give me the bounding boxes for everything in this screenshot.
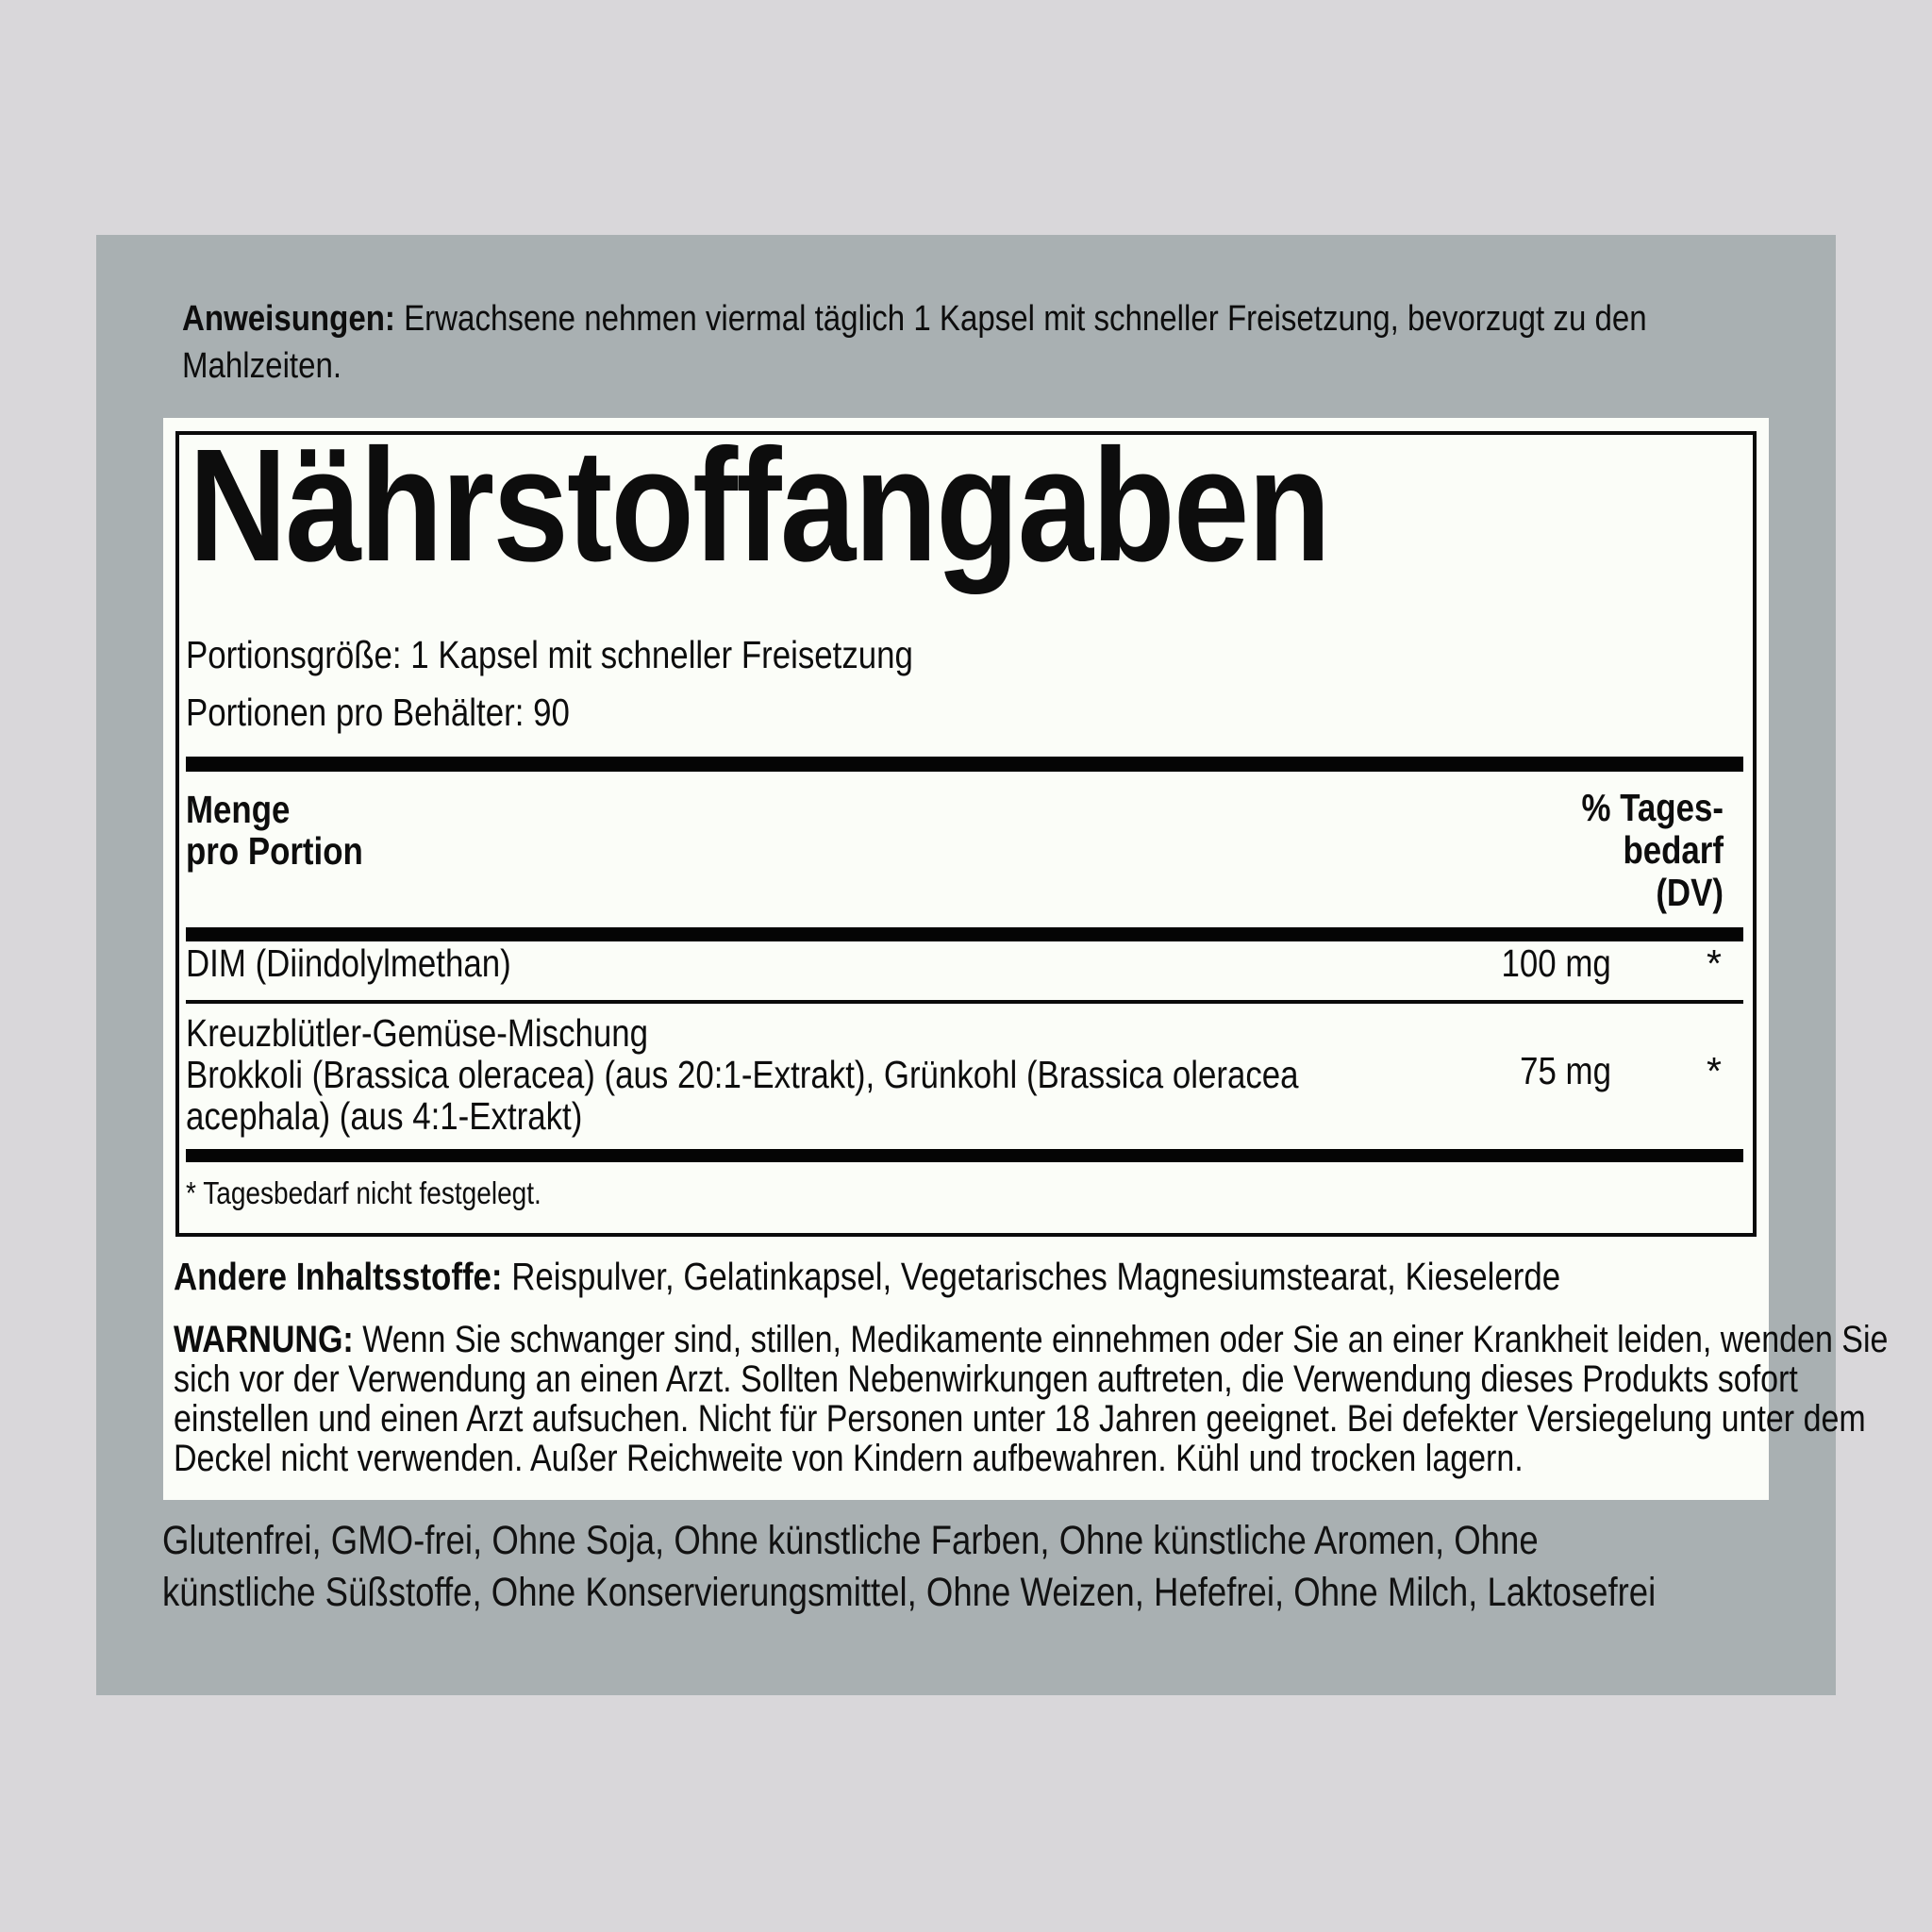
directions-text xyxy=(182,295,1866,390)
supplement-facts-box-inner xyxy=(179,416,1753,1233)
warning-text xyxy=(174,1320,1932,1478)
ingredient-row-veg-blend-amount: 75 mg xyxy=(1520,1049,1611,1092)
ingredient-row-veg-blend-name xyxy=(186,1012,1495,1137)
ingredient-row-dim-name: DIM (Diindolylmethan) xyxy=(186,941,511,985)
directions-line-2: Mahlzeiten. xyxy=(182,346,342,386)
dv-header-line-1: % Tages- xyxy=(1581,786,1724,829)
other-ingredients-lead: Andere Inhaltsstoffe: xyxy=(174,1255,503,1298)
servings-per-container: Portionen pro Behälter: 90 xyxy=(186,691,570,734)
serving-size: Portionsgröße: 1 Kapsel mit schneller Freisetzung xyxy=(186,633,913,676)
supplement-facts-card xyxy=(163,416,1889,1500)
thick-rule-bottom xyxy=(186,1149,1743,1162)
dv-header-line-2: bedarf xyxy=(1623,828,1724,872)
warning-line-1-rest: Wenn Sie schwanger sind, stillen, Medikamente einnehmen oder Sie an einer Krankheit leiden, wenden Sie xyxy=(362,1319,1889,1360)
ingredient-row-dim-amount: 100 mg xyxy=(1501,941,1611,985)
free-from-text xyxy=(162,1515,1920,1619)
other-ingredients-text xyxy=(174,1253,1806,1300)
other-ingredients-rest: Reispulver, Gelatinkapsel, Vegetarisches Magnesiumstearat, Kieselerde xyxy=(511,1255,1561,1298)
directions-line-1-rest: Erwachsene nehmen viermal täglich 1 Kapsel mit schneller Freisetzung, bevorzugt zu den xyxy=(404,299,1647,339)
amount-header-line-2: pro Portion xyxy=(186,829,363,873)
ingredient-row-dim-dv: * xyxy=(1707,941,1722,985)
serving-info xyxy=(186,626,1041,741)
supplement-facts-box xyxy=(175,416,1757,1237)
amount-per-serving-header xyxy=(186,789,394,872)
warning-line-2: sich vor der Verwendung an einen Arzt. Sollten Nebenwirkungen auftreten, die Verwendung dieses Produkts sofort xyxy=(174,1358,1798,1400)
free-from-line-2: künstliche Süßstoffe, Ohne Konservierungsmittel, Ohne Weizen, Hefefrei, Ohne Milch, Laktosefrei xyxy=(162,1570,1657,1615)
dv-header-line-3: (DV) xyxy=(1656,871,1724,914)
directions-lead: Anweisungen: xyxy=(182,299,395,339)
thin-row-divider xyxy=(186,1000,1743,1004)
facts-title: Nährstoffangaben xyxy=(189,416,1330,595)
directions-line-1 xyxy=(182,295,1647,342)
ingredient-row-veg-blend-dv: * xyxy=(1707,1049,1722,1092)
veg-blend-name-line-1: Kreuzblütler-Gemüse-Mischung xyxy=(186,1011,649,1055)
veg-blend-name-line-3: acephala) (aus 4:1-Extrakt) xyxy=(186,1094,583,1138)
dv-footnote: * Tagesbedarf nicht festgelegt. xyxy=(186,1175,541,1210)
warning-line-4: Deckel nicht verwenden. Außer Reichweite von Kindern aufbewahren. Kühl und trocken lagern. xyxy=(174,1438,1524,1479)
warning-line-3: einstellen und einen Arzt aufsuchen. Nicht für Personen unter 18 Jahren geeignet. Bei defekter Versiegelung unter dem xyxy=(174,1398,1866,1440)
amount-header-line-1: Menge xyxy=(186,788,291,831)
free-from-line-1: Glutenfrei, GMO-frei, Ohne Soja, Ohne künstliche Farben, Ohne künstliche Aromen, Ohne xyxy=(162,1518,1539,1563)
label-background-panel xyxy=(96,235,1889,1695)
other-ingredients-line xyxy=(174,1253,1560,1300)
veg-blend-name-line-2: Brokkoli (Brassica oleracea) (aus 20:1-Extrakt), Grünkohl (Brassica oleracea xyxy=(186,1053,1299,1096)
thick-rule-header xyxy=(186,927,1743,941)
thick-rule-top xyxy=(186,757,1743,772)
daily-value-header xyxy=(1582,787,1724,914)
warning-line-1 xyxy=(174,1320,1888,1359)
warning-lead: WARNUNG: xyxy=(174,1319,354,1360)
